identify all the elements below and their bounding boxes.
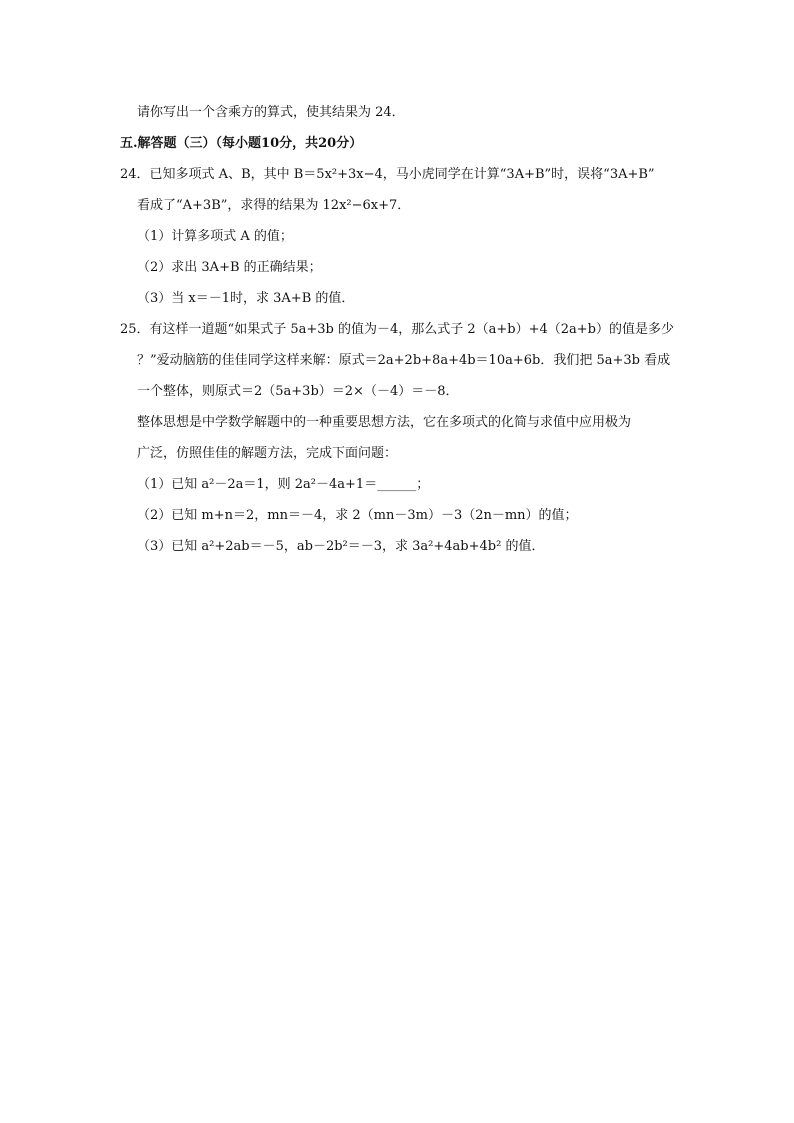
q25-line2: ？”爱动脑筋的佳佳同学这样来解：原式＝2a+2b+8a+4b＝10a+6b．我们把 5a+3b 看成 bbox=[137, 353, 671, 368]
q25-part3: （3）已知 a²+2ab＝－5，ab－2b²＝－3，求 3a²+4ab+4b² 的值． bbox=[137, 539, 545, 554]
q25-line3: 一个整体，则原式＝2（5a+3b）＝2×（－4）＝－8． bbox=[137, 384, 459, 399]
q25-line1: 25．有这样一道题“如果式子 5a+3b 的值为－4，那么式子 2（a+b）+4（2a+b）的值是多少 bbox=[120, 322, 674, 337]
q24-part2: （2）求出 3A+B 的正确结果； bbox=[137, 260, 322, 275]
intro-line: 请你写出一个含乘方的算式，使其结果为 24． bbox=[137, 105, 405, 120]
q24-part3: （3）当 x＝－1时，求 3A+B 的值． bbox=[137, 291, 355, 306]
q25-line4: 整体思想是中学数学解题中的一种重要思想方法，它在多项式的化简与求值中应用极为 bbox=[137, 415, 632, 430]
q25-part1: （1）已知 a²－2a＝1，则 2a²－4a+1＝______； bbox=[137, 477, 430, 492]
section-heading: 五.解答题（三）（每小题10分，共20分） bbox=[120, 136, 363, 151]
q25-line5: 广泛，仿照佳佳的解题方法，完成下面问题： bbox=[137, 446, 398, 461]
q24-line2: 看成了“A+3B”，求得的结果为 12x²−6x+7． bbox=[137, 198, 411, 213]
q24-part1: （1）计算多项式 A 的值； bbox=[137, 229, 293, 244]
q24-line1: 24．已知多项式 A、B，其中 B＝5x²+3x−4，马小虎同学在计算“3A+B”时，误将“3A+B” bbox=[120, 167, 655, 182]
q25-part2: （2）已知 m+n＝2，mn＝－4，求 2（mn－3m）－3（2n－mn）的值； bbox=[137, 508, 578, 523]
